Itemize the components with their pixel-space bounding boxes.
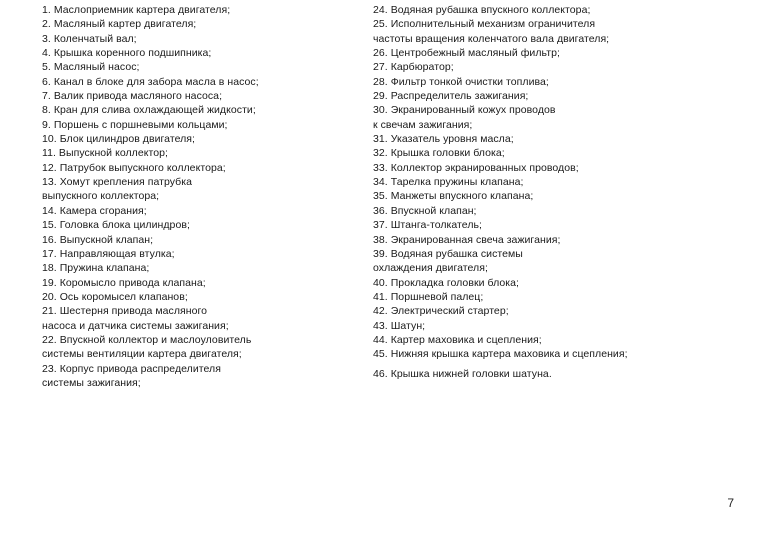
legend-line: системы вентиляции картера двигателя; bbox=[42, 348, 242, 361]
legend-line: 12. Патрубок выпускного коллектора; bbox=[42, 161, 226, 174]
legend-right-column bbox=[373, 3, 673, 381]
legend-line: 28. Фильтр тонкой очистки топлива; bbox=[373, 75, 549, 88]
legend-line: 44. Картер маховика и сцепления; bbox=[373, 333, 542, 346]
legend-line: к свечам зажигания; bbox=[373, 118, 473, 131]
legend-left-column bbox=[42, 3, 342, 390]
legend-line: выпускного коллектора; bbox=[42, 190, 160, 203]
legend-line: 2. Масляный картер двигателя; bbox=[42, 18, 197, 31]
legend-line: 6. Канал в блоке для забора масла в насос; bbox=[42, 75, 259, 88]
legend-line: 23. Корпус привода распределителя bbox=[42, 362, 221, 375]
legend-line: 16. Выпускной клапан; bbox=[42, 233, 154, 246]
legend-line: 26. Центробежный масляный фильтр; bbox=[373, 47, 560, 60]
legend-line: 4. Крышка коренного подшипника; bbox=[42, 47, 212, 60]
legend-line: 8. Кран для слива охлаждающей жидкости; bbox=[42, 104, 256, 117]
legend-line: 45. Нижняя крышка картера маховика и сцепления; bbox=[373, 348, 628, 361]
legend-line: 27. Карбюратор; bbox=[373, 61, 454, 74]
legend-line: 11. Выпускной коллектор; bbox=[42, 147, 168, 160]
legend-line: 20. Ось коромысел клапанов; bbox=[42, 290, 188, 303]
legend-line: охлаждения двигателя; bbox=[373, 262, 488, 275]
legend-line: 21. Шестерня привода масляного bbox=[42, 305, 208, 318]
legend-line: 33. Коллектор экранированных проводов; bbox=[373, 161, 579, 174]
legend-line: 19. Коромысло привода клапана; bbox=[42, 276, 206, 289]
legend-line: 29. Распределитель зажигания; bbox=[373, 90, 529, 103]
legend-line: 25. Исполнительный механизм ограничителя bbox=[373, 18, 596, 31]
legend-line: 38. Экранированная свеча зажигания; bbox=[373, 233, 561, 246]
legend-line: 17. Направляющая втулка; bbox=[42, 247, 175, 260]
legend-line: насоса и датчика системы зажигания; bbox=[42, 319, 229, 332]
legend-line: 42. Электрический стартер; bbox=[373, 305, 509, 318]
legend-line: 18. Пружина клапана; bbox=[42, 262, 150, 275]
legend-line: 34. Тарелка пружины клапана; bbox=[373, 176, 524, 189]
legend-line: 7. Валик привода масляного насоса; bbox=[42, 90, 223, 103]
legend-line: системы зажигания; bbox=[42, 376, 141, 389]
legend-line: 32. Крышка головки блока; bbox=[373, 147, 505, 160]
legend-line: 43. Шатун; bbox=[373, 319, 426, 332]
legend-line: 24. Водяная рубашка впускного коллектора; bbox=[373, 4, 591, 16]
legend-line: 14. Камера сгорания; bbox=[42, 204, 147, 217]
page-number: 7 bbox=[727, 496, 734, 510]
legend-line: 10. Блок цилиндров двигателя; bbox=[42, 133, 195, 146]
legend-line: 30. Экранированный кожух проводов bbox=[373, 104, 556, 117]
legend-line: частоты вращения коленчатого вала двигателя; bbox=[373, 32, 610, 45]
legend-line: 40. Прокладка головки блока; bbox=[373, 276, 519, 289]
legend-line: 9. Поршень с поршневыми кольцами; bbox=[42, 118, 228, 131]
legend-line: 37. Штанга-толкатель; bbox=[373, 219, 483, 232]
legend-line: 31. Указатель уровня масла; bbox=[373, 133, 514, 146]
legend-line: 15. Головка блока цилиндров; bbox=[42, 219, 190, 232]
legend-line: 36. Впускной клапан; bbox=[373, 204, 477, 217]
legend-line: 5. Масляный насос; bbox=[42, 61, 140, 74]
legend-line: 39. Водяная рубашка системы bbox=[373, 247, 523, 260]
legend-line: 13. Хомут крепления патрубка bbox=[42, 176, 193, 189]
legend-line: 22. Впускной коллектор и маслоуловитель bbox=[42, 333, 252, 346]
legend-line: 3. Коленчатый вал; bbox=[42, 32, 137, 45]
legend-line: 46. Крышка нижней головки шатуна. bbox=[373, 367, 552, 380]
legend-line: 1. Маслоприемник картера двигателя; bbox=[42, 4, 231, 16]
legend-line: 35. Манжеты впускного клапана; bbox=[373, 190, 534, 203]
legend-line: 41. Поршневой палец; bbox=[373, 290, 484, 303]
